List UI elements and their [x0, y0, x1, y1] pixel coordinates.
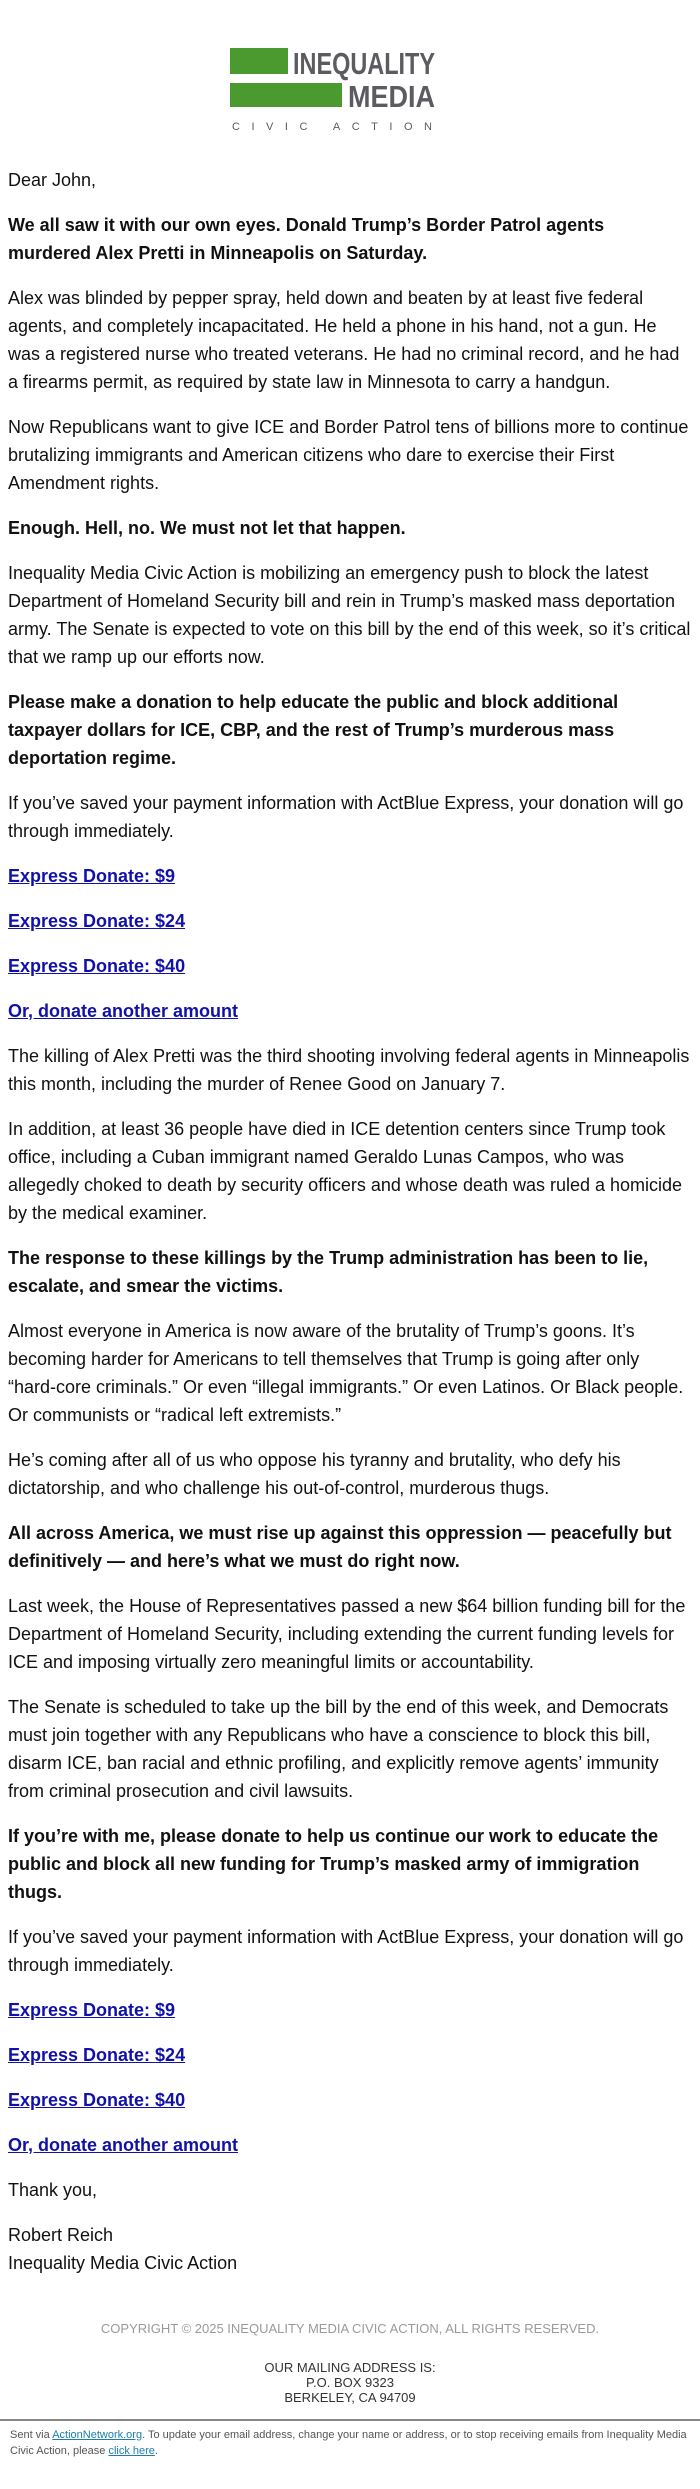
paragraph: Last week, the House of Representatives passed a new $64 billion funding bill for the Department of Homeland Security, including extending the current funding levels for ICE and imposing virtually zero meaningful limits or accountability. [8, 1596, 686, 1672]
logo-green-bar-bottom [230, 83, 342, 107]
paragraph: If you’ve saved your payment information with ActBlue Express, your donation will go through immediately. [8, 1927, 684, 1975]
inequality-media-logo [230, 44, 470, 144]
closing: Thank you, [8, 2180, 98, 2200]
paragraph: If you’ve saved your payment information with ActBlue Express, your donation will go through immediately. [8, 793, 684, 841]
paragraph: The Senate is scheduled to take up the bill by the end of this week, and Democrats must join together with any Republicans who have a conscience to block this bill, disarm ICE, ban racial and ethnic profiling, and explicitly remove agents’ immunity from criminal prosecution and civil lawsuits. [8, 1697, 669, 1801]
signature-name: Robert Reich [8, 2225, 114, 2245]
signature-org: Inequality Media Civic Action [8, 2253, 238, 2273]
express-donate-40-link[interactable]: Express Donate: $40 [8, 956, 186, 976]
email-body [0, 166, 700, 2277]
actionnetwork-link[interactable]: ActionNetwork.org [52, 2429, 143, 2441]
express-donate-9-link[interactable]: Express Donate: $9 [8, 866, 176, 886]
paragraph: He’s coming after all of us who oppose his tyranny and brutality, who defy his dictatorship, and who challenge his out-of-control, murderous thugs. [8, 1450, 621, 1498]
unsubscribe-footer [0, 2421, 700, 2489]
paragraph-bold: We all saw it with our own eyes. Donald Trump’s Border Patrol agents murdered Alex Pretti in Minneapolis on Saturday. [8, 215, 605, 263]
footer-text: . [154, 2445, 158, 2457]
mailing-address [0, 2360, 700, 2405]
address-label: OUR MAILING ADDRESS IS: [264, 2360, 436, 2375]
paragraph-bold: The response to these killings by the Trump administration has been to lie, escalate, and smear the victims. [8, 1248, 649, 1296]
express-donate-40-link[interactable]: Express Donate: $40 [8, 2090, 186, 2110]
address-line: BERKELEY, CA 94709 [284, 2390, 416, 2405]
paragraph-bold: If you’re with me, please donate to help us continue our work to educate the public and block all new funding for Trump’s masked army of immigration thugs. [8, 1826, 659, 1902]
footer-text: Sent via [10, 2429, 53, 2441]
greeting: Dear John, [8, 170, 97, 190]
logo-text-inequality: INEQUALITY [293, 46, 436, 81]
paragraph: Almost everyone in America is now aware of the brutality of Trump’s goons. It’s becoming harder for Americans to tell themselves that Trump is going after only “hard-core criminals.” Or even “illegal immigrants.” Or even Latinos. Or Black people. Or communists or “radical left extremists.” [8, 1321, 684, 1425]
signature [8, 2221, 692, 2277]
address-line: P.O. BOX 9323 [306, 2375, 394, 2390]
paragraph-bold: Please make a donation to help educate the public and block additional taxpayer dollars for ICE, CBP, and the rest of Trump’s murderous mass deportation regime. [8, 692, 619, 768]
donate-other-amount-link[interactable]: Or, donate another amount [8, 1001, 239, 1021]
paragraph: Now Republicans want to give ICE and Border Patrol tens of billions more to continue brutalizing immigrants and American citizens who dare to exercise their First Amendment rights. [8, 417, 689, 493]
express-donate-24-link[interactable]: Express Donate: $24 [8, 911, 186, 931]
express-donate-9-link[interactable]: Express Donate: $9 [8, 2000, 176, 2020]
copyright-notice: COPYRIGHT © 2025 INEQUALITY MEDIA CIVIC ACTION, ALL RIGHTS RESERVED. [100, 2321, 600, 2336]
express-donate-24-link[interactable]: Express Donate: $24 [8, 2045, 186, 2065]
logo-green-bar-top [230, 48, 288, 74]
paragraph-bold: All across America, we must rise up against this oppression — peacefully but definitively — and here’s what we must do right now. [8, 1523, 672, 1571]
paragraph: Alex was blinded by pepper spray, held down and beaten by at least five federal agents, and completely incapacitated. He held a phone in his hand, not a gun. He was a registered nurse who treated veterans. He had no criminal record, and he had a firearms permit, as required by state law in Minnesota to carry a handgun. [8, 288, 680, 392]
donate-other-amount-link[interactable]: Or, donate another amount [8, 2135, 239, 2155]
paragraph-bold: Enough. Hell, no. We must not let that happen. [8, 518, 406, 538]
paragraph: In addition, at least 36 people have died in ICE detention centers since Trump took office, including a Cuban immigrant named Geraldo Lunas Campos, who was allegedly choked to death by security officers and whose death was ruled a homicide by the medical examiner. [8, 1119, 683, 1223]
footer-text: . To update your email address, change your name or address, or to stop receiving emails from Inequality Media Civic Action, please [10, 2429, 687, 2457]
logo-text-civic-action: CIVIC ACTION [232, 121, 432, 133]
logo-text-media: MEDIA [348, 79, 435, 114]
click-here-link[interactable]: click here [108, 2445, 155, 2457]
paragraph: The killing of Alex Pretti was the third shooting involving federal agents in Minneapolis this month, including the murder of Renee Good on January 7. [8, 1046, 690, 1094]
paragraph: Inequality Media Civic Action is mobilizing an emergency push to block the latest Department of Homeland Security bill and rein in Trump’s masked mass deportation army. The Senate is expected to vote on this bill by the end of this week, so it’s critical that we ramp up our efforts now. [8, 563, 691, 667]
